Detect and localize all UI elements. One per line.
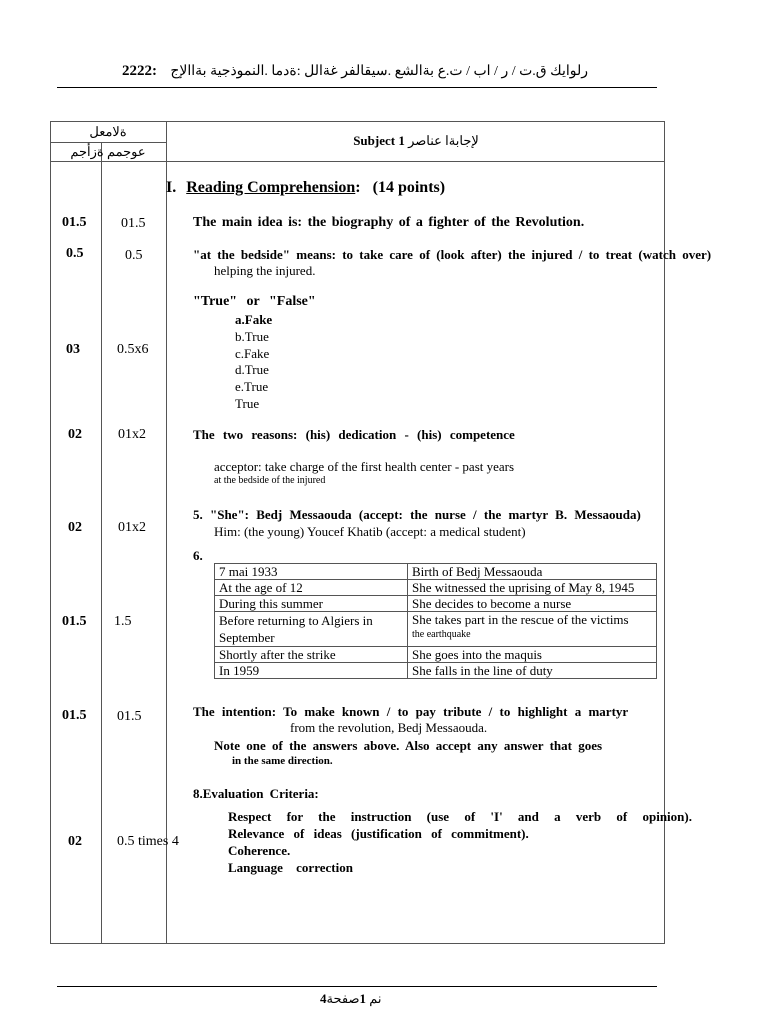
timeline-event-text: She takes part in the rescue of the victims (412, 612, 629, 627)
subject-arabic: لإجابةا عناصر (408, 133, 479, 148)
timeline-when: Before returning to Algiers in September (215, 612, 408, 647)
q4-answer: The two reasons: (his) dedication - (his) competence (193, 427, 515, 442)
q5-answer-line2: Him: (the young) Youcef Khatib (accept: a medical student) (214, 524, 526, 539)
q5-partial-mark: 01x2 (118, 520, 146, 535)
col-marks-header: ةلامعل (89, 124, 127, 139)
q5-answer-line1: 5. "She": Bedj Messaouda (accept: the nurse / the martyr B. Messaouda) (193, 507, 641, 522)
q2-answer-line2: helping the injured. (214, 263, 316, 278)
section-numeral: I. (166, 179, 177, 196)
q8-total-mark: 02 (68, 834, 82, 849)
q4-accept-line1: acceptor: take charge of the first health center - past years (214, 459, 515, 474)
timeline-event (408, 612, 657, 647)
q3-item: c.Fake (235, 346, 270, 361)
q6-timeline-table (214, 563, 657, 679)
q7-partial-mark: 01.5 (117, 709, 142, 724)
q8-heading: 8.Evaluation Criteria: (193, 786, 319, 801)
q7-note-line2: in the same direction. (232, 755, 333, 767)
q3-item: d.True (235, 362, 269, 377)
q7-total-mark: 01.5 (62, 708, 87, 723)
q7-answer-line1: The intention: To make known / to pay tribute / to highlight a martyr (193, 704, 629, 719)
q3-partial-mark: 0.5x6 (117, 342, 149, 357)
q4-partial-mark: 01x2 (118, 427, 146, 442)
q1-answer: The main idea is: the biography of a fighter of the Revolution. (193, 215, 585, 230)
q2-partial-mark: 0.5 (125, 248, 143, 263)
table-row (215, 612, 657, 647)
table-row (215, 596, 657, 612)
q8-criterion: Language correction (228, 860, 353, 875)
footer-page-indicator (320, 991, 382, 1007)
header-code: 2222: (122, 63, 157, 79)
header-arabic-title: رلوايك ق.ت / ر / اب / ت.ع بةالشع .سيقالفر غةالل :ةدما .النموذجية بةاالإج (170, 64, 588, 79)
q3-item: a.Fake (235, 312, 273, 327)
q7-answer-line2: from the revolution, Bedj Messaouda. (290, 720, 488, 735)
page-label: صفحة (326, 991, 360, 1006)
timeline-when: 7 mai 1933 (215, 564, 408, 580)
table-row (215, 564, 657, 580)
q8-criterion: Respect for the instruction (use of 'I' and a verb of opinion). (228, 809, 692, 824)
timeline-event: She falls in the line of duty (408, 663, 657, 679)
timeline-event: She decides to become a nurse (408, 596, 657, 612)
timeline-event: She goes into the maquis (408, 647, 657, 663)
q2-total-mark: 0.5 (66, 246, 84, 261)
q3-item: True (235, 396, 260, 411)
table-row (215, 580, 657, 596)
q1-total-mark: 01.5 (62, 215, 87, 230)
page-number: 1 (359, 991, 366, 1006)
q6-partial-mark: 1.5 (114, 614, 132, 629)
q8-criterion: Relevance of ideas (justification of commitment). (228, 826, 529, 841)
q8-criterion: Coherence. (228, 843, 291, 858)
timeline-when: At the age of 12 (215, 580, 408, 596)
q3-total-mark: 03 (66, 342, 80, 357)
table-row (215, 647, 657, 663)
q1-partial-mark: 01.5 (121, 216, 146, 231)
timeline-when: Shortly after the strike (215, 647, 408, 663)
subject-header (168, 133, 664, 149)
col-sub-header: عوجمم ةزأجم (70, 144, 146, 159)
timeline-when: During this summer (215, 596, 408, 612)
subject-label: Subject 1 (353, 133, 405, 148)
header-rule (57, 87, 657, 88)
q5-total-mark: 02 (68, 520, 82, 535)
q8-partial-mark: 0.5 times 4 (117, 834, 179, 849)
q3-item: e.True (235, 379, 269, 394)
timeline-event-subtext: the earthquake (412, 629, 471, 640)
timeline-event: Birth of Bedj Messaouda (408, 564, 657, 580)
q3-item: b.True (235, 329, 269, 344)
q4-accept-line2: at the bedside of the injured (214, 475, 326, 486)
section-title (166, 179, 445, 197)
page-total: 4 (320, 991, 327, 1006)
table-row (215, 663, 657, 679)
section-colon: : (355, 179, 361, 196)
section-heading: Reading Comprehension (186, 179, 356, 196)
timeline-event: She witnessed the uprising of May 8, 1945 (408, 580, 657, 596)
q4-total-mark: 02 (68, 427, 82, 442)
q6-total-mark: 01.5 (62, 614, 87, 629)
footer-rule (57, 986, 657, 987)
q7-note-line1: Note one of the answers above. Also accept any answer that goes (214, 738, 603, 753)
q3-heading: "True" or "False" (193, 294, 316, 309)
q2-answer-line1: "at the bedside" means: to take care of (look after) the injured / to treat (watch over) (193, 247, 712, 262)
q6-label: 6. (193, 548, 203, 563)
page-of: نم (369, 991, 382, 1006)
section-points: (14 points) (372, 179, 446, 196)
timeline-when: In 1959 (215, 663, 408, 679)
